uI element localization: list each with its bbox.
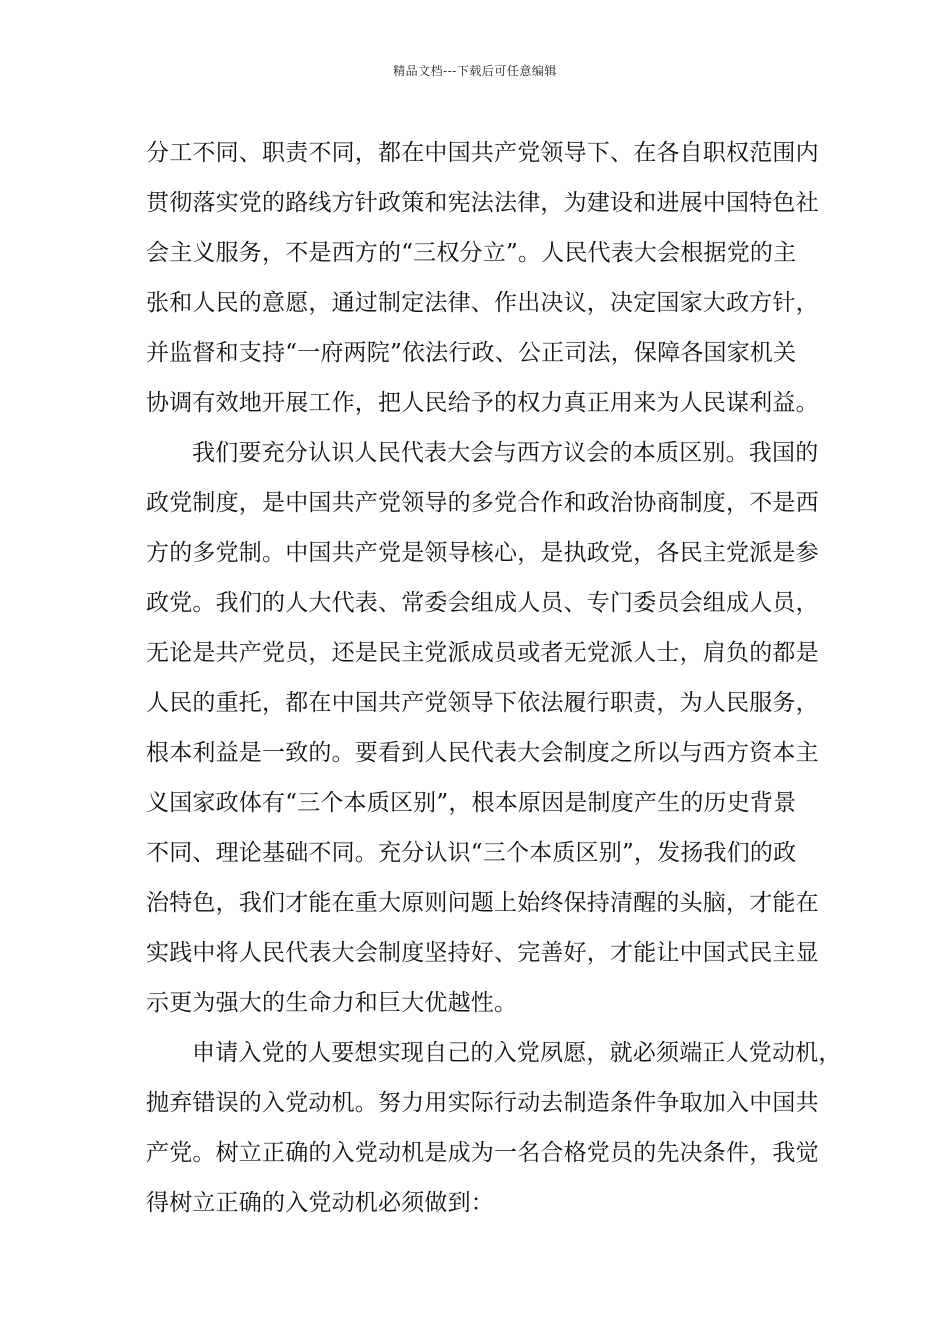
text-line: 根本利益是一致的。要看到人民代表大会制度之所以与西方资本主 — [146, 740, 819, 766]
text-line: 方的多党制。中国共产党是领导核心，是执政党，各民主党派是参 — [146, 540, 819, 566]
text-line: 不同、理论基础不同。充分认识“三个本质区别”，发扬我们的政 — [146, 840, 797, 866]
paragraph-1 — [146, 128, 836, 428]
text-line: 治特色，我们才能在重大原则问题上始终保持清醒的头脑，才能在 — [146, 890, 819, 916]
document-body — [146, 128, 842, 1228]
page-header: 精品文档---下载后可任意编辑 — [393, 64, 557, 78]
text-line: 示更为强大的生命力和巨大优越性。 — [146, 990, 518, 1016]
paragraph-2 — [146, 428, 836, 1028]
text-line: 我们要充分认识人民代表大会与西方议会的本质区别。我国的 — [192, 440, 819, 466]
paragraph-3 — [146, 1028, 842, 1228]
text-line: 政党制度，是中国共产党领导的多党合作和政治协商制度，不是西 — [146, 490, 819, 516]
text-line: 并监督和支持“一府两院”依法行政、公正司法，保障各国家机关 — [146, 340, 797, 366]
text-line: 会主义服务，不是西方的“三权分立”。人民代表大会根据党的主 — [146, 240, 797, 266]
text-line: 无论是共产党员，还是民主党派成员或者无党派人士，肩负的都是 — [146, 640, 819, 666]
text-line: 张和人民的意愿，通过制定法律、作出决议，决定国家大政方针， — [146, 290, 819, 316]
text-line: 分工不同、职责不同，都在中国共产党领导下、在各自职权范围内 — [146, 140, 819, 166]
text-line: 义国家政体有“三个本质区别”，根本原因是制度产生的历史背景 — [146, 790, 797, 816]
text-line: 抛弃错误的入党动机。努力用实际行动去制造条件争取加入中国共 — [146, 1090, 819, 1116]
text-line: 贯彻落实党的路线方针政策和宪法法律，为建设和进展中国特色社 — [146, 190, 819, 216]
text-line: 协调有效地开展工作，把人民给予的权力真正用来为人民谋利益。 — [146, 390, 819, 416]
text-line: 申请入党的人要想实现自己的入党夙愿，就必须端正人党动机， — [192, 1040, 842, 1066]
text-line: 产党。树立正确的入党动机是成为一名合格党员的先决条件，我觉 — [146, 1140, 819, 1166]
text-line: 人民的重托，都在中国共产党领导下依法履行职责，为人民服务， — [146, 690, 819, 716]
text-line: 得树立正确的入党动机必须做到： — [146, 1190, 494, 1216]
text-line: 实践中将人民代表大会制度坚持好、完善好，才能让中国式民主显 — [146, 940, 819, 966]
text-line: 政党。我们的人大代表、常委会组成人员、专门委员会组成人员， — [146, 590, 819, 616]
